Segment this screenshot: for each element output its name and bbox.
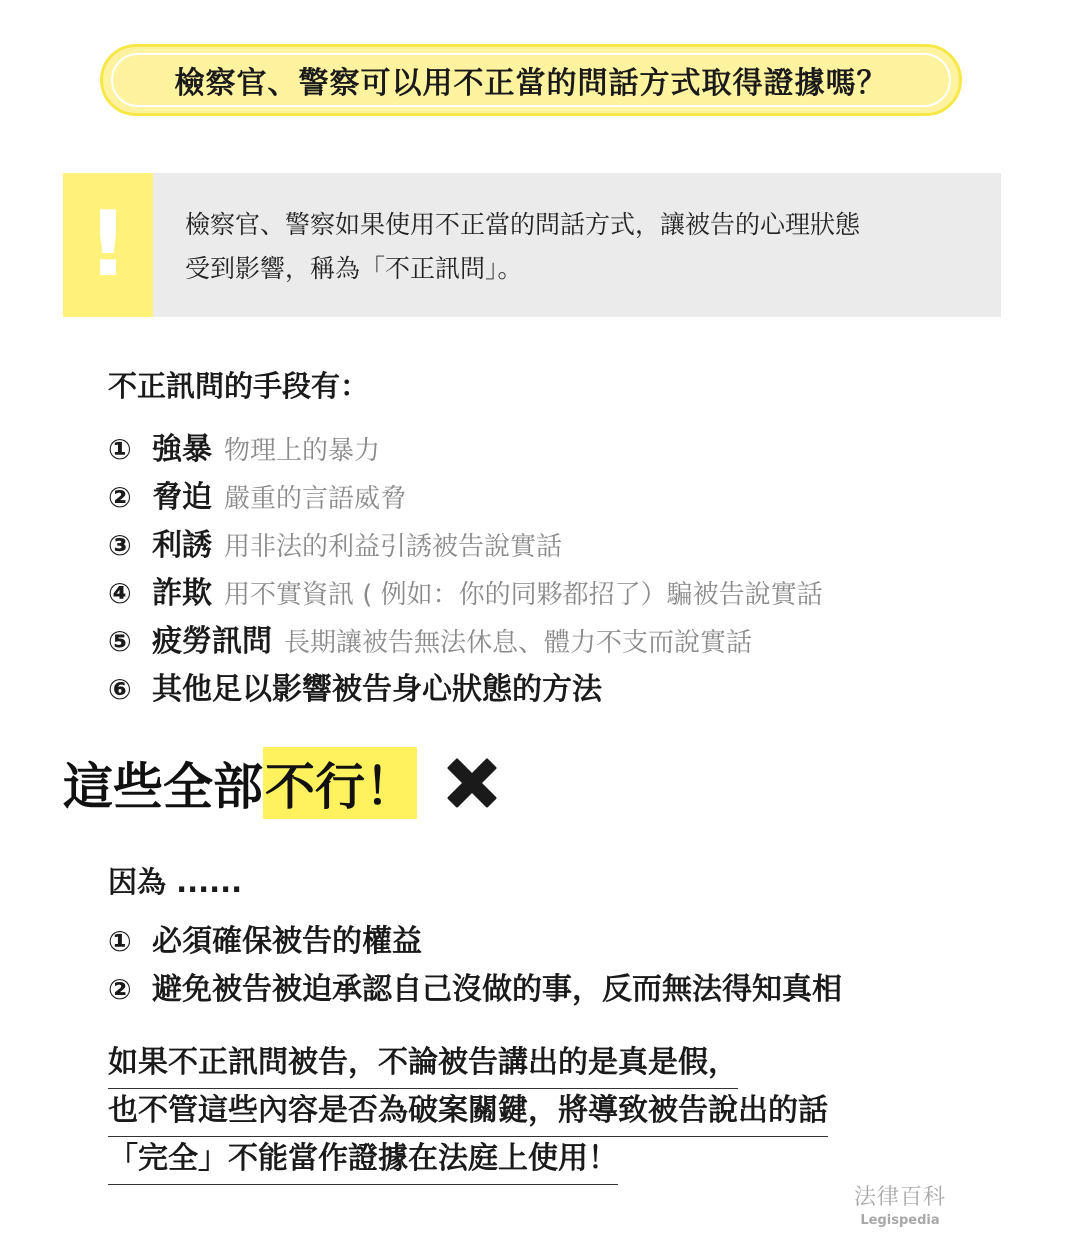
brand-logo — [840, 1180, 960, 1228]
notice-text — [185, 203, 971, 291]
logo-english: Legispedia — [860, 1213, 940, 1228]
item-term: 脅迫 — [152, 480, 212, 515]
item-number: ④ — [108, 577, 132, 610]
item-description: 長期讓被告無法休息、體力不支而說實話 — [284, 628, 753, 658]
notice-line: 檢察官、警察如果使用不正當的問話方式，讓被告的心理狀態 — [185, 210, 861, 239]
item-number: ⑥ — [108, 673, 132, 706]
notice-accent-bar — [63, 173, 153, 317]
reasons-heading: 因為 ...... — [108, 865, 243, 899]
item-description: 嚴重的言語威脅 — [224, 484, 407, 514]
title-banner — [100, 44, 962, 116]
exclamation-icon: ! — [87, 192, 129, 297]
list-item — [108, 616, 823, 664]
conclusion-line: 也不管這些內容是否為破案關鍵，將導致被告說出的話 — [108, 1088, 828, 1137]
item-term: 其他足以影響被告身心狀態的方法 — [152, 672, 602, 707]
item-number: ① — [108, 433, 132, 466]
item-number: ② — [108, 481, 132, 514]
item-term: 詐欺 — [152, 576, 212, 611]
notice-line: 受到影響，稱為「不正訊問」。 — [185, 254, 523, 283]
item-term: 疲勞訊問 — [152, 624, 272, 659]
list-item — [108, 520, 823, 568]
item-text: 必須確保被告的權益 — [152, 924, 422, 959]
list-item — [108, 568, 823, 616]
verdict-lead: 這些全部 — [63, 758, 263, 816]
conclusion-line: 如果不正訊問被告，不論被告講出的是真是假， — [108, 1040, 738, 1089]
notice-box — [63, 173, 1001, 317]
conclusion-block — [108, 1040, 828, 1184]
list-item — [108, 664, 823, 712]
list-item — [108, 964, 854, 1012]
item-description: 用非法的利益引誘被告說實話 — [224, 532, 563, 562]
list-item — [108, 916, 854, 964]
reasons-list — [108, 916, 854, 1012]
verdict-banner — [63, 748, 501, 818]
item-number: ② — [108, 973, 132, 1006]
list-item — [108, 424, 823, 472]
item-number: ③ — [108, 529, 132, 562]
item-text: 避免被告被迫承認自己沒做的事，反而無法得知真相 — [152, 972, 842, 1007]
item-number: ⑤ — [108, 625, 132, 658]
logo-chinese: 法律百科 — [853, 1185, 946, 1210]
item-description: 用不實資訊 ( 例如：你的同夥都招了）騙被告說實話 — [224, 580, 823, 610]
verdict-highlight: 不行！ — [263, 747, 417, 819]
cross-icon — [443, 754, 501, 812]
methods-heading: 不正訊問的手段有： — [108, 369, 370, 403]
methods-list — [108, 424, 823, 712]
item-number: ① — [108, 925, 132, 958]
item-description: 物理上的暴力 — [224, 436, 381, 466]
conclusion-line: 「完全」不能當作證據在法庭上使用！ — [108, 1136, 618, 1185]
list-item — [108, 472, 823, 520]
item-term: 強暴 — [152, 432, 212, 467]
page-title: 檢察官、警察可以用不正當的問話方式取得證據嗎？ — [174, 66, 888, 101]
item-term: 利誘 — [152, 528, 212, 563]
